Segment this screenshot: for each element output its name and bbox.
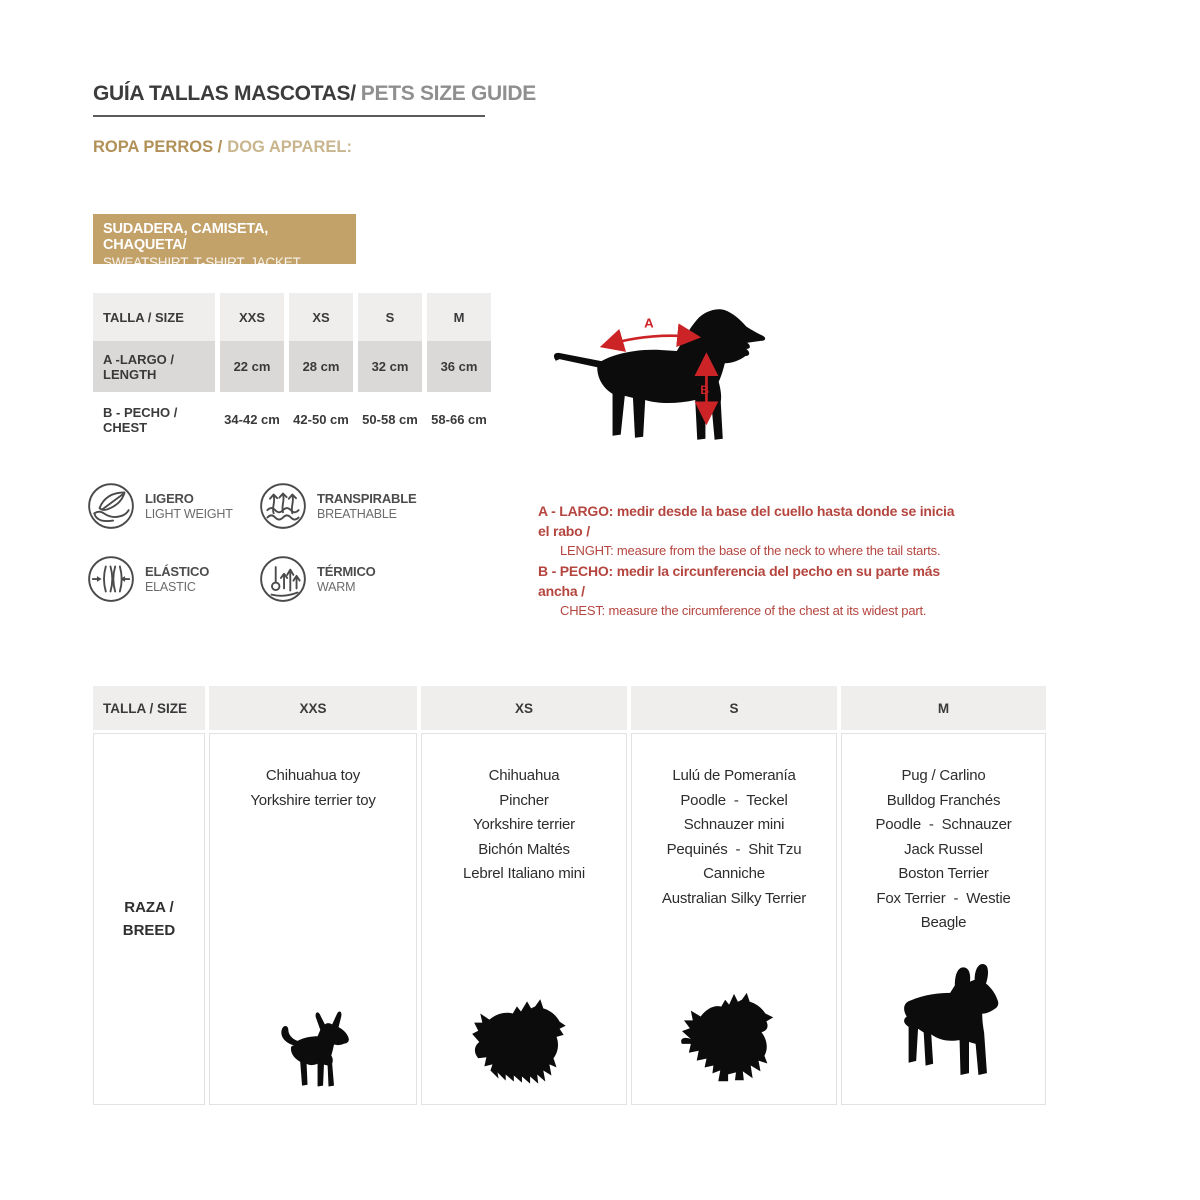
- feature-label-en: ELASTIC: [145, 580, 196, 594]
- dog-image-m: [885, 958, 1003, 1092]
- breed-row-label-line1: RAZA /: [124, 899, 174, 916]
- breed-item: Poodle - Schnauzer: [875, 816, 1012, 833]
- size-table-header-xs: XS: [289, 293, 353, 341]
- length-s: 32 cm: [358, 341, 422, 392]
- category-line-es: SUDADERA, CAMISETA, CHAQUETA/: [103, 221, 269, 253]
- french-bulldog-silhouette: [885, 958, 1003, 1092]
- section-subtitle: [93, 138, 352, 157]
- breed-item: Pequinés - Shit Tzu: [666, 840, 802, 858]
- breed-list-m: [875, 764, 1011, 936]
- breed-item: Schnauzer mini: [683, 816, 785, 833]
- chihuahua-silhouette: [274, 1008, 352, 1092]
- size-table-header-s: S: [358, 293, 422, 341]
- arrow-label-b: B: [700, 382, 710, 397]
- arrow-label-a: A: [644, 315, 654, 331]
- breed-header-xs: XS: [421, 686, 627, 730]
- breed-cell-s: [631, 733, 837, 1105]
- note-a-es: A - LARGO: medir desde la base del cuello hasta donde se inicia el rabo /: [538, 503, 955, 539]
- labrador-measure-diagram: [550, 303, 770, 451]
- breed-item: Yorkshire terrier toy: [250, 791, 376, 809]
- breed-header-m: M: [841, 686, 1046, 730]
- breed-item: Canniche: [703, 865, 765, 882]
- dog-image-s: [670, 988, 798, 1092]
- note-a-en: LENGHT: measure from the base of the neck to where the tail starts.: [560, 543, 941, 558]
- feature-label-es: TÉRMICO: [317, 564, 376, 579]
- category-line-en: SWEATSHIRT, T-SHIRT, JACKET: [103, 255, 301, 270]
- breathable-icon: [258, 481, 308, 531]
- category-box: [93, 214, 356, 270]
- chest-row-label: B - PECHO / CHEST: [93, 392, 215, 447]
- feature-label-en: BREATHABLE: [317, 507, 397, 521]
- feature-list: [86, 481, 430, 604]
- feature-label-en: WARM: [317, 580, 356, 594]
- subtitle-en: DOG APPAREL:: [227, 138, 352, 156]
- measuring-notes: [538, 501, 968, 621]
- breed-table-header: [93, 686, 1046, 730]
- breed-item: Boston Terrier: [898, 865, 989, 882]
- feature-label-en: LIGHT WEIGHT: [145, 507, 233, 521]
- breed-table-body: [93, 733, 1046, 1105]
- breed-item: Australian Silky Terrier: [661, 889, 807, 907]
- pomeranian-silhouette: [670, 988, 798, 1092]
- note-b-es: B - PECHO: medir la circunferencia del pecho en su parte más ancha /: [538, 563, 940, 599]
- length-arrow-a: [607, 336, 693, 345]
- size-table: [93, 293, 491, 447]
- chest-s: 50-58 cm: [358, 392, 422, 447]
- length-row-label: A -LARGO / LENGTH: [93, 341, 215, 392]
- breed-item: Beagle: [920, 914, 967, 931]
- breed-item: Bichón Maltés: [478, 840, 570, 858]
- feature-labels: [317, 564, 376, 594]
- breed-header-label: TALLA / SIZE: [93, 686, 205, 730]
- feature-breathable: [258, 481, 430, 531]
- breed-row-label-cell: [93, 733, 205, 1105]
- dog-image-xxs: [274, 1008, 352, 1092]
- breed-item: Chihuahua toy: [265, 767, 361, 784]
- chest-m: 58-66 cm: [427, 392, 491, 447]
- page-title-es: GUÍA TALLAS MASCOTAS/: [93, 82, 356, 105]
- feature-elastic: [86, 554, 258, 604]
- chest-xs: 42-50 cm: [289, 392, 353, 447]
- breed-item: Fox Terrier - Westie: [876, 889, 1011, 907]
- feature-labels: [145, 564, 209, 594]
- length-xxs: 22 cm: [220, 341, 284, 392]
- feather-icon: [86, 481, 136, 531]
- breed-header-s: S: [631, 686, 837, 730]
- breed-header-xxs: XXS: [209, 686, 417, 730]
- note-b-en: CHEST: measure the circumference of the chest at its widest part.: [560, 603, 927, 618]
- length-m: 36 cm: [427, 341, 491, 392]
- dog-image-xs: [463, 994, 585, 1092]
- breed-cell-xs: [421, 733, 627, 1105]
- elastic-icon: [86, 554, 136, 604]
- breed-item: Lebrel Italiano mini: [463, 865, 585, 882]
- feature-label-es: LIGERO: [145, 491, 194, 506]
- breed-list-s: [662, 764, 806, 911]
- breed-item: Pug / Carlino: [901, 767, 986, 784]
- feature-warm: [258, 554, 430, 604]
- labrador-silhouette: [554, 309, 765, 440]
- feature-labels: [317, 491, 416, 521]
- feature-lightweight: [86, 481, 258, 531]
- breed-cell-xxs: [209, 733, 417, 1105]
- length-xs: 28 cm: [289, 341, 353, 392]
- page-title-en: PETS SIZE GUIDE: [360, 82, 536, 105]
- breed-item: Lulú de Pomeranía: [672, 767, 796, 784]
- breed-item: Yorkshire terrier: [473, 816, 575, 833]
- size-table-header-label: TALLA / SIZE: [93, 293, 215, 341]
- subtitle-es: ROPA PERROS /: [93, 138, 223, 156]
- breed-cell-m: [841, 733, 1046, 1105]
- breed-list-xs: [463, 764, 585, 887]
- breed-item: Bulldog Franchés: [886, 791, 1001, 809]
- chest-xxs: 34-42 cm: [220, 392, 284, 447]
- breed-item: Poodle - Teckel: [680, 791, 788, 809]
- feature-label-es: TRANSPIRABLE: [317, 491, 417, 506]
- yorkshire-terrier-silhouette: [463, 994, 585, 1092]
- breed-item: Jack Russel: [904, 840, 983, 858]
- size-table-header-xxs: XXS: [220, 293, 284, 341]
- breed-item: Chihuahua: [488, 767, 560, 784]
- breed-item: Pincher: [499, 791, 549, 809]
- page-title: [93, 82, 536, 117]
- feature-labels: [145, 491, 233, 521]
- breed-list-xxs: [250, 764, 375, 813]
- feature-label-es: ELÁSTICO: [145, 564, 210, 579]
- thermal-icon: [258, 554, 308, 604]
- breed-row-label-line2: BREED: [122, 922, 176, 939]
- size-table-header-m: M: [427, 293, 491, 341]
